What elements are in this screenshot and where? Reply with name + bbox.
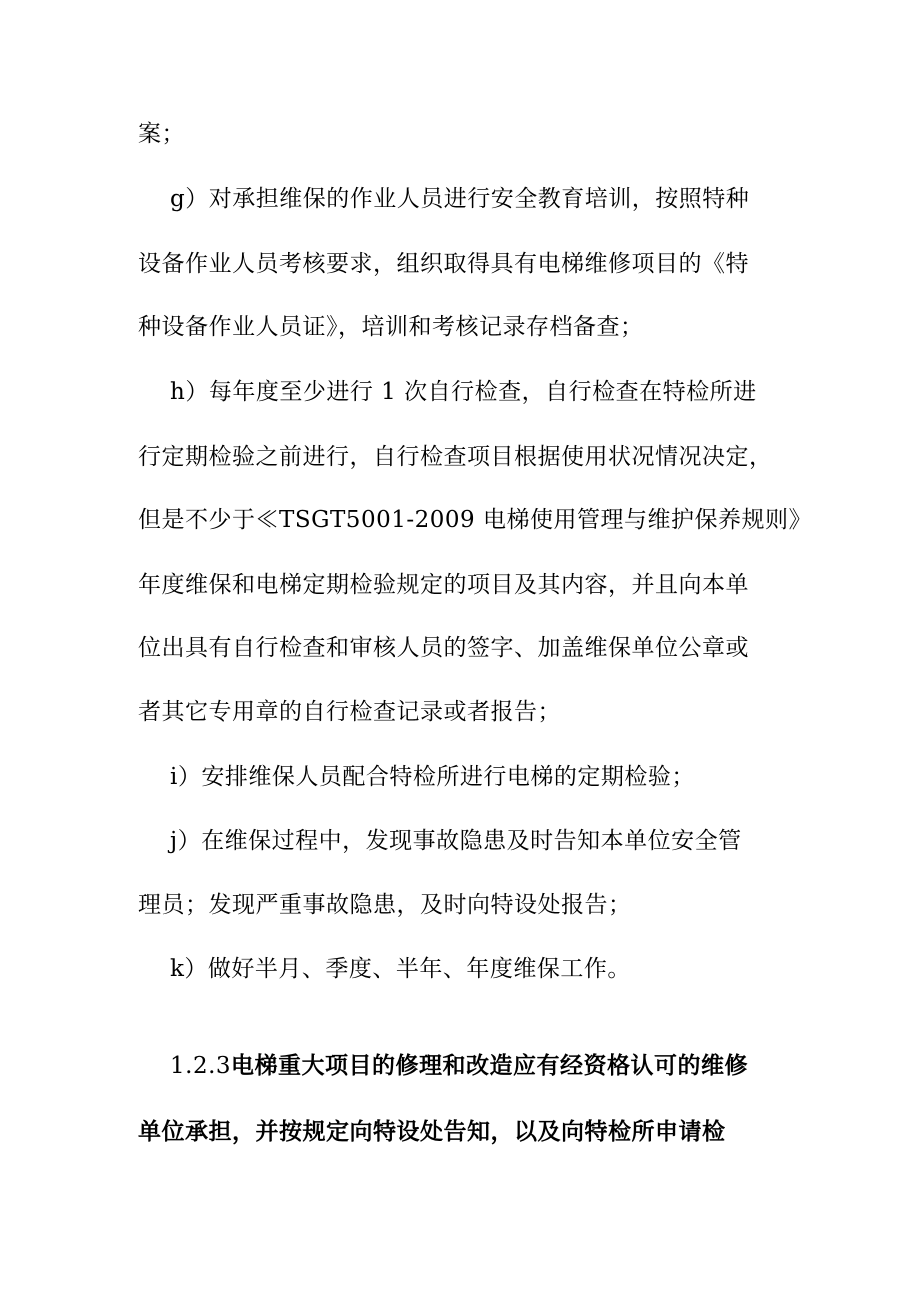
text-line: j）在维保过程中，发现事故隐患及时告知本单位安全管: [170, 828, 742, 854]
section-heading-text: 电梯重大项目的修理和改造应有经资格认可的维修: [231, 1052, 749, 1079]
text-line: 理员；发现严重事故隐患，及时向特设处报告；: [138, 892, 632, 918]
section-number: 1.2.3: [170, 1053, 232, 1079]
text-line: 案；: [138, 121, 185, 147]
text-line: i）安排维保人员配合特检所进行电梯的定期检验；: [170, 764, 695, 790]
section-heading-line-1: [170, 1050, 830, 1082]
section-heading-line-2: 单位承担，并按规定向特设处告知，以及向特检所申请检: [138, 1118, 726, 1145]
text-line: 但是不少于≪TSGT5001-2009 电梯使用管理与维护保养规则》: [138, 507, 812, 533]
text-line: 设备作业人员考核要求，组织取得具有电梯维修项目的《特: [138, 251, 749, 277]
text-line: 种设备作业人员证》，培训和考核记录存档备查；: [138, 314, 644, 340]
text-line: g）对承担维保的作业人员进行安全教育培训，按照特种: [170, 186, 750, 212]
text-line: h）每年度至少进行 1 次自行检查，自行检查在特检所进: [170, 379, 757, 405]
text-line: 者其它专用章的自行检查记录或者报告；: [138, 699, 561, 725]
text-line: k）做好半月、季度、半年、年度维保工作。: [170, 956, 631, 982]
text-line: 位出具有自行检查和审核人员的签字、加盖维保单位公章或: [138, 635, 749, 661]
text-line: 行定期检验之前进行，自行检查项目根据使用状况情况决定，: [138, 444, 773, 470]
text-line: 年度维保和电梯定期检验规定的项目及其内容，并且向本单: [138, 572, 749, 598]
